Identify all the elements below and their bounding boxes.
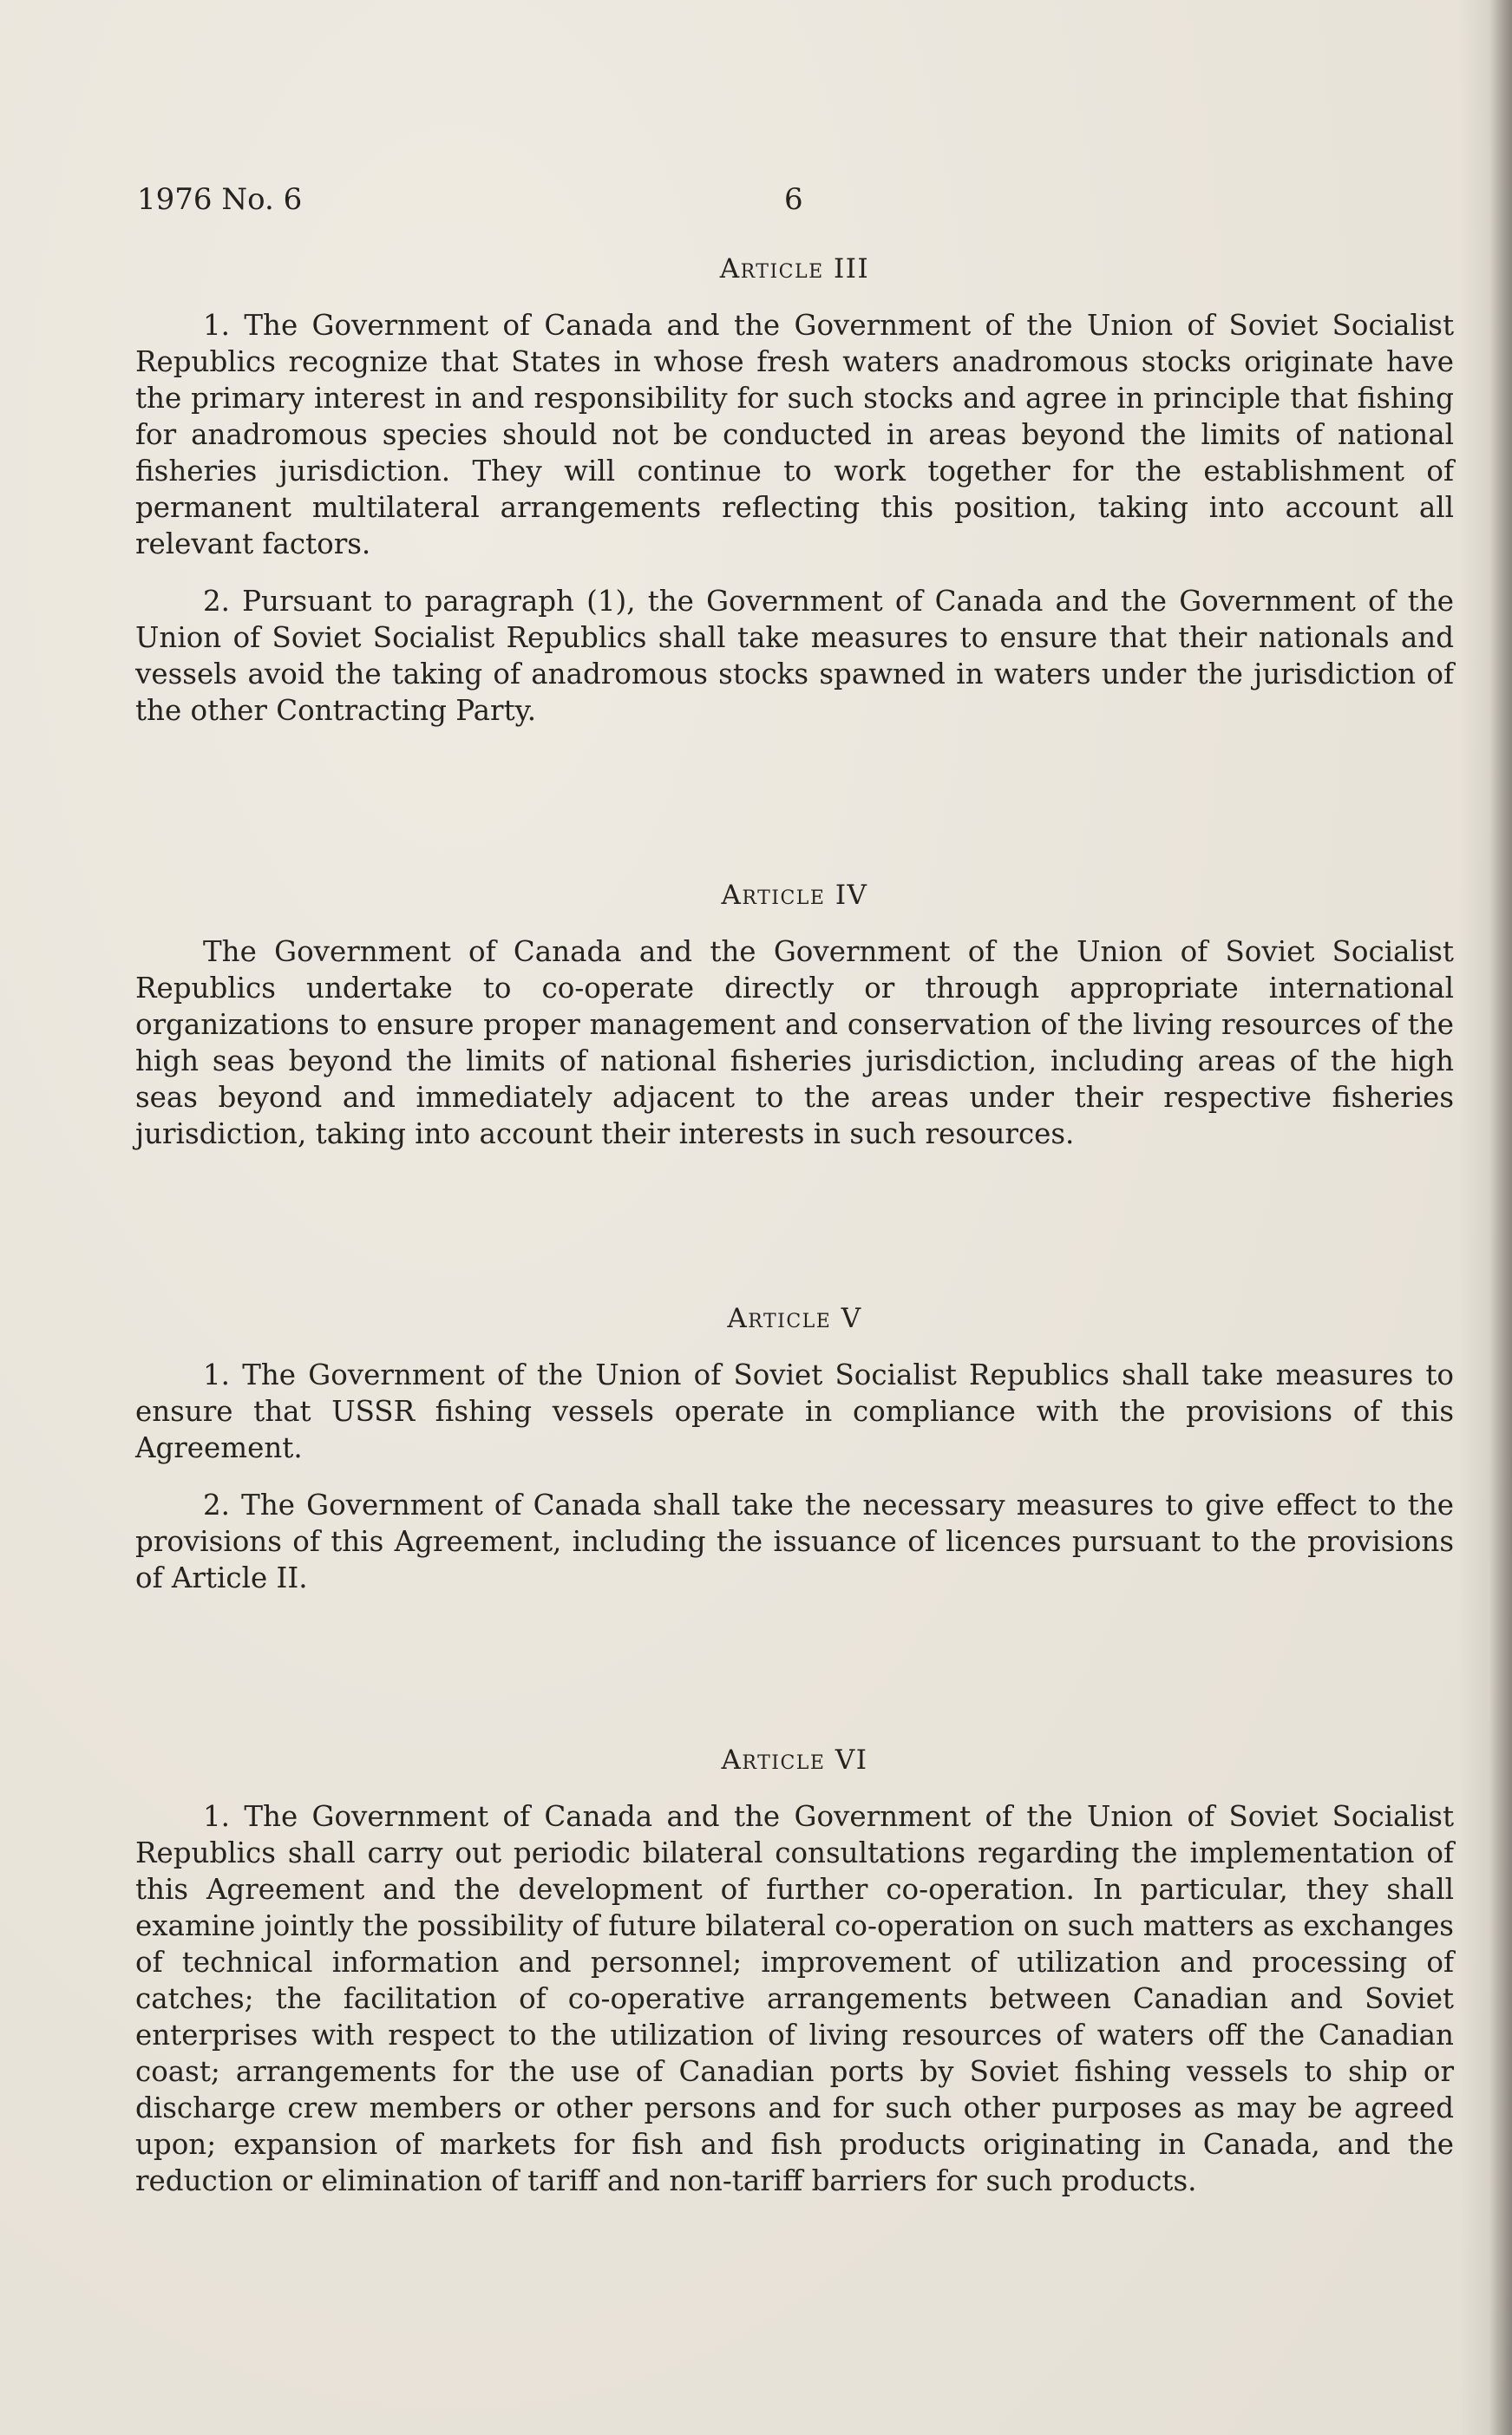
article-heading: Article V [727, 1303, 862, 1334]
page-header [137, 173, 1456, 226]
article-paragraph: 2. Pursuant to paragraph (1), the Government of Canada and the Government of the Union of Soviet Socialist Republics shall take measures to ensure that their nationals and vessels avoid the taking of anadromous stocks spawned in waters under the jurisdiction of the other Contracting Party. [135, 585, 1454, 727]
article-iii [135, 250, 1454, 729]
article-iv [135, 876, 1454, 1152]
article-paragraph: The Government of Canada and the Government of the Union of Soviet Socialist Republics undertake to co-operate directly or through appropriate international organizations to ensure proper management and conservation of the living resources of the high seas beyond the limits of national fisheries jurisdiction, including areas of the high seas beyond and immediately adjacent to the areas under their respective fisheries jurisdiction, taking into account their interests in such resources. [135, 935, 1454, 1150]
page-edge-shadow [1489, 0, 1512, 2435]
header-year-number: 1976 No. 6 [137, 182, 303, 217]
section-spacer [135, 1617, 1454, 1741]
document-body [135, 250, 1454, 2220]
section-spacer [135, 1173, 1454, 1299]
article-vi [135, 1741, 1454, 2199]
article-paragraph: 2. The Government of Canada shall take the necessary measures to give effect to the provisions of this Agreement, including the issuance of licences pursuant to the provisions of Article II. [135, 1489, 1454, 1594]
article-heading: Article IV [721, 880, 868, 911]
header-page-number: 6 [784, 182, 803, 217]
article-paragraph: 1. The Government of Canada and the Government of the Union of Soviet Socialist Republics shall carry out periodic bilateral consultations regarding the implementation of this Agreement and the development of further co-operation. In particular, they shall examine jointly the possibility of future bilateral co-operation on such matters as exchanges of technical information and personnel; improvement of utilization and processing of catches; the facilitation of co-operative arrangements between Canadian and Soviet enterprises with respect to the utilization of living resources of waters off the Canadian coast; arrangements for the use of Canadian ports by Soviet fishing vessels to ship or discharge crew members or other persons and for such other purposes as may be agreed upon; expansion of markets for fish and fish products originating in Canada, and the reduction or elimination of tariff and non-tariff barriers for such products. [135, 1800, 1454, 2197]
article-v [135, 1299, 1454, 1596]
article-paragraph: 1. The Government of the Union of Soviet Socialist Republics shall take measures to ensure that USSR fishing vessels operate in compliance with the provisions of this Agreement. [135, 1358, 1454, 1464]
article-heading: Article VI [721, 1744, 868, 1776]
article-heading: Article III [719, 253, 870, 285]
section-spacer [135, 749, 1454, 876]
article-paragraph: 1. The Government of Canada and the Government of the Union of Soviet Socialist Republics recognize that States in whose fresh waters anadromous stocks originate have the primary interest in and responsibility for such stocks and agree in principle that fishing for anadromous species should not be conducted in areas beyond the limits of national fisheries jurisdiction. They will continue to work together for the establishment of permanent multilateral arrangements reflecting this position, taking into account all relevant factors. [135, 309, 1454, 560]
